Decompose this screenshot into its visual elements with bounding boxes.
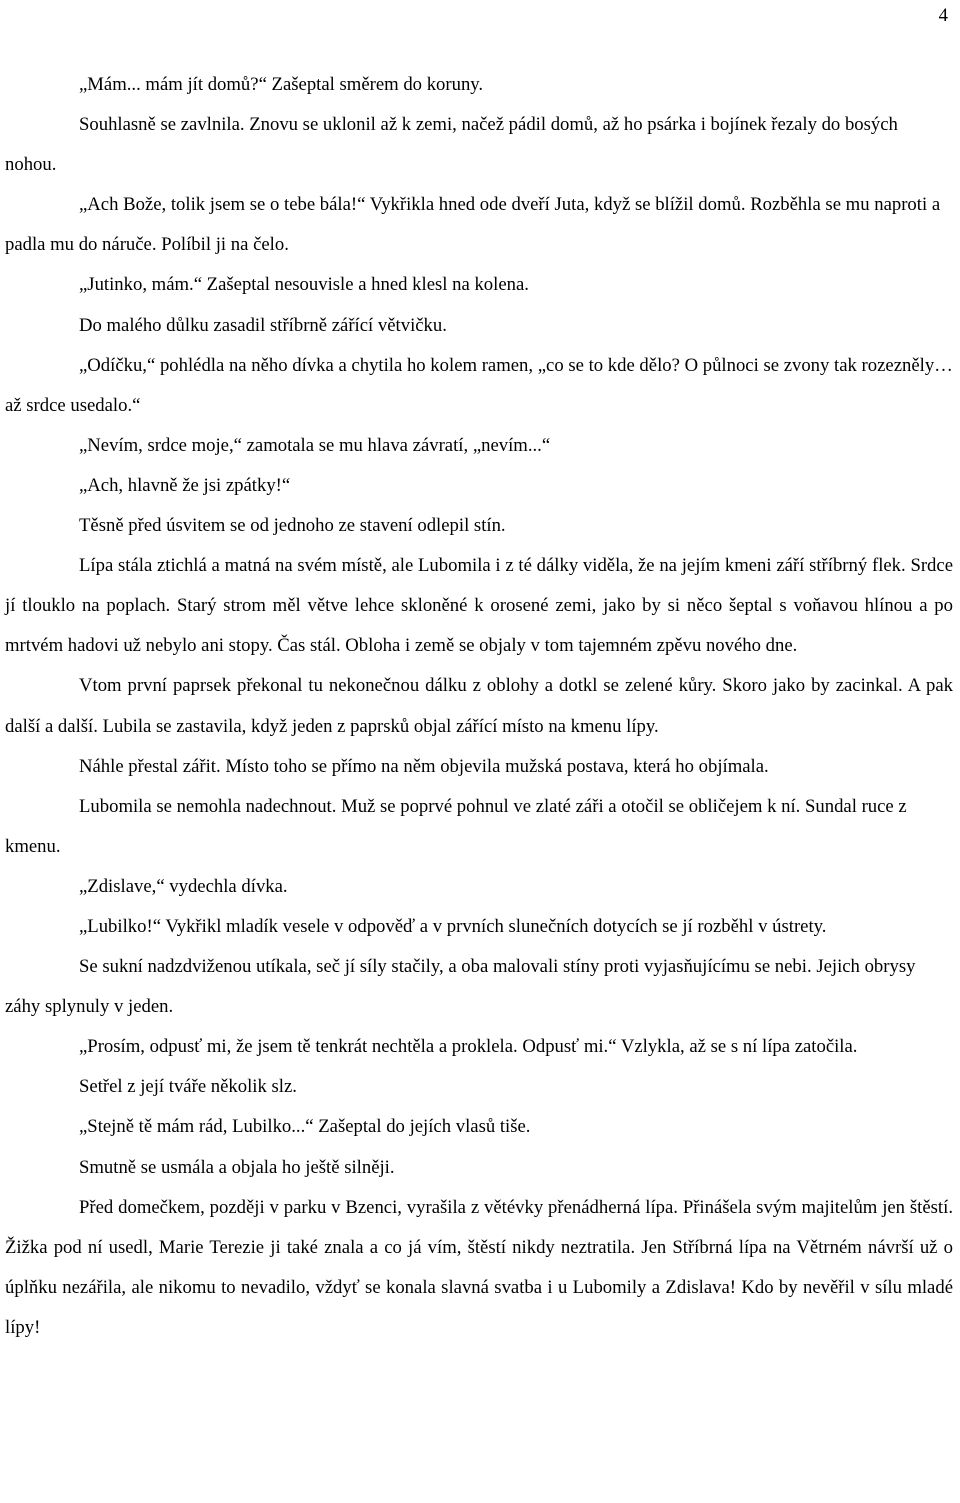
- paragraph: „Ach Bože, tolik jsem se o tebe bála!“ Vykřikla hned ode dveří Juta, když se blížil domů. Rozběhla se mu naproti a padla mu do náruče. Políbil ji na čelo.: [5, 194, 941, 256]
- paragraph: „Zdislave,“ vydechla dívka.: [79, 875, 288, 897]
- paragraph: „Odíčku,“ pohlédla na něho dívka a chytila ho kolem ramen, „co se to kde dělo? O půlnoci se zvony tak rozezněly… až srdce usedalo.“: [5, 354, 953, 416]
- paragraph: „Prosím, odpusť mi, že jsem tě tenkrát nechtěla a proklela. Odpusť mi.“ Vzlykla, až se s ní lípa zatočila.: [79, 1036, 858, 1058]
- paragraph: Smutně se usmála a objala ho ještě silněji.: [79, 1156, 395, 1178]
- paragraph: Lubomila se nemohla nadechnout. Muž se poprvé pohnul ve zlaté záři a otočil se obličejem k ní. Sundal ruce z kmenu.: [5, 795, 907, 857]
- paragraph: Do malého důlku zasadil stříbrně zářící větvičku.: [79, 314, 447, 336]
- paragraph: „Ach, hlavně že jsi zpátky!“: [79, 474, 291, 496]
- paragraph: „Stejně tě mám rád, Lubilko...“ Zašeptal do jejích vlasů tiše.: [79, 1116, 531, 1138]
- body-text: [5, 65, 953, 1348]
- paragraph: Lípa stála ztichlá a matná na svém místě, ale Lubomila i z té dálky viděla, že na jejím kmeni září stříbrný flek. Srdce jí tlouklo na poplach. Starý strom měl větve lehce skloněné k orosené zemi, jako by si něco šeptal s voňavou hlínou a po mrtvém hadovi už nebylo ani stopy. Čas stál. Obloha i země se objaly v tom tajemném zpěvu nového dne.: [5, 555, 953, 657]
- paragraph: Před domečkem, později v parku v Bzenci, vyrašila z větévky přenádherná lípa. Přinášela svým majitelům jen štěstí. Žižka pod ní usedl, Marie Terezie ji také znala a co já vím, štěstí nikdy neztratila. Jen Stříbrná lípa na Větrném návrší už o úplňku nezářila, ale nikomu to nevadilo, vždyť se konala slavná svatba i u Lubomily a Zdislava! Kdo by nevěřil v sílu mladé lípy!: [5, 1196, 953, 1338]
- paragraph: Se sukní nadzdviženou utíkala, seč jí síly stačily, a oba malovali stíny proti vyjasňujícímu se nebi. Jejich obrysy záhy splynuly v jeden.: [5, 956, 916, 1018]
- paragraph: Souhlasně se zavlnila. Znovu se uklonil až k zemi, načež pádil domů, až ho psárka i bojínek řezaly do bosých nohou.: [5, 114, 898, 176]
- paragraph: Vtom první paprsek překonal tu nekonečnou dálku z oblohy a dotkl se zelené kůry. Skoro jako by zacinkal. A pak další a další. Lubila se zastavila, když jeden z paprsků objal zářící místo na kmenu lípy.: [5, 675, 953, 737]
- page-number: 4: [938, 5, 948, 26]
- paragraph: „Nevím, srdce moje,“ zamotala se mu hlava závratí, „nevím...“: [79, 434, 551, 456]
- paragraph: „Lubilko!“ Vykřikl mladík vesele v odpověď a v prvních slunečních dotycích se jí rozběhl v ústrety.: [79, 915, 827, 937]
- paragraph: Náhle přestal zářit. Místo toho se přímo na něm objevila mužská postava, která ho objímala.: [79, 755, 769, 777]
- paragraph: Těsně před úsvitem se od jednoho ze stavení odlepil stín.: [79, 515, 506, 537]
- paragraph: „Mám... mám jít domů?“ Zašeptal směrem do koruny.: [79, 74, 484, 95]
- paragraph: „Jutinko, mám.“ Zašeptal nesouvisle a hned klesl na kolena.: [79, 274, 529, 296]
- paragraph: Setřel z její tváře několik slz.: [79, 1076, 297, 1098]
